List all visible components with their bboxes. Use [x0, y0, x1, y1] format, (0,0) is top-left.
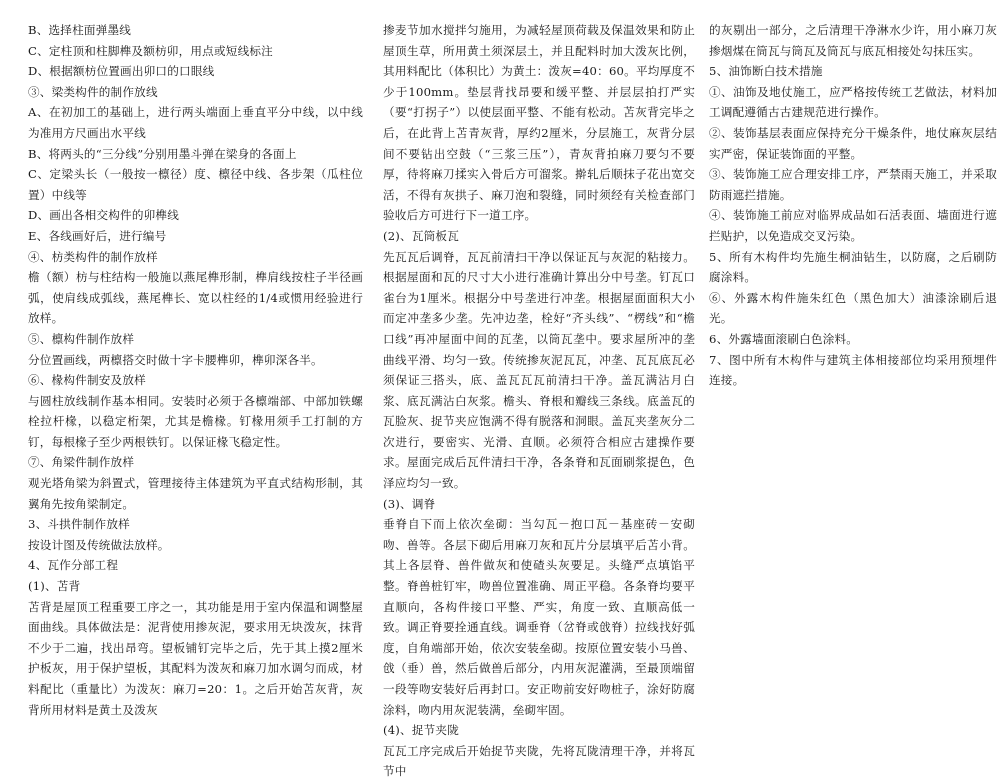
paragraph: 5、油饰断白技术措施 [709, 64, 823, 79]
paragraph: 苫背是屋顶工程重要工序之一，其功能是用于室内保温和调整屋面曲线。具体做法是：泥背使用掺灰泥，要求用无块泼灰，抹背不少于二遍，找出昂弯。望板铺钉完毕之后，先于其上摸2厘米护板灰，用于保护望板，其配料为泼灰和麻刀加水调匀而成，材料配比（重量比）为泼灰：麻刀=20：1。之后开始苫灰背，灰背所用材料是黄土及泼灰 [28, 599, 363, 717]
paragraph: 6、外露墙面滚刷白色涂料。 [709, 331, 859, 346]
paragraph: (3)、调脊 [383, 496, 436, 511]
paragraph: 垂脊自下而上依次垒砌：当勾瓦－抱口瓦－基座砖－安砌吻、兽等。各层下砌后用麻刀灰和瓦片分层填平后苫小背。其上各层脊、兽件做灰和使碴头灰要足。头缝严点填馅平整。脊兽桩钉牢，吻兽位置准确、周正平稳。各条脊均要平直顺向，各构件接口平整、严实，角度一致、直顺高低一致。调正脊要拴通直线。调垂脊（岔脊或戗脊）拉线找好弧度，自角端部开始，依次安装垒砌。按原位置安装小马兽、戗（垂）兽，然后做兽后部分，内用灰泥灌满，至最顶端留一段等吻安装好后再封口。安正吻前安好吻桩子，涂好防腐涂料，吻内用灰泥装满，垒砌牢固。 [383, 517, 695, 717]
paragraph: C、定梁头长（一般按一檩径）度、檩径中线、各步架（瓜柱位置）中线等 [28, 167, 363, 202]
paragraph: B、选择柱面弹墨线 [28, 23, 132, 37]
paragraph: 7、图中所有木构件与建筑主体相接部位均采用预埋件连接。 [709, 352, 997, 388]
paragraph: ④、枋类构件的制作放样 [28, 249, 158, 264]
paragraph: (4)、捉节夹陇 [383, 723, 459, 738]
paragraph: C、定柱顶和柱脚榫及额枋卯，用点或短线标注 [28, 43, 273, 58]
paragraph: 先瓦瓦后调脊，瓦瓦前清扫干净以保证瓦与灰泥的粘接力。根据屋面和瓦的尺寸大小进行准确计算出分中号垄。钉瓦口雀台为1厘米。根据分中号垄进行冲垄。根据屋面面积大小而定冲垄多少垄。先冲边垄，栓好“齐头线”、“楞线”和“檐口线”再冲屋面中间的瓦垄，以筒瓦垄中。要求屋所冲的垄曲线平滑、均匀一致。传统掺灰泥瓦瓦，冲垄、瓦瓦底瓦必须保证三搭头，底、盖瓦瓦瓦前清扫干净。盖瓦满沾月白浆、底瓦满沾白灰浆。檐头、脊根和瓣线三条线。底盖瓦的瓦脸灰、捉节夹应饱满不得有脱落和洞眼。盖瓦夹垄灰分二次进行，要密实、光滑、直顺。必须符合相应古建操作要求。屋面完成后瓦件清扫干净，各条脊和瓦面刷浆提色，色泽应均匀一致。 [383, 249, 695, 491]
paragraph: 掺麦节加水搅拌匀施用，为减轻屋顶荷载及保温效果和防止屋顶生草，所用黄土须深层土，并且配料时加大泼灰比例，其用料配比（体积比）为黄土：泼灰=40：60。平均厚度不少于100mm。垫层背找昂要和缓平整、并层层拍打严实（要“打拐子”）以使层面平整、不能有松动。苫灰背完毕之后，在此背上苫青灰背，厚约2厘米，分层施工，灰背分层间不要钻出空鼓（“三浆三压”），青灰背拍麻刀要匀不要厚，待将麻刀揉实入骨后方可溜浆。擀轧后顺抹子花出宽交活，不得有灰拱子、麻刀泡和裂缝，同时须经有关检查部门验收后方可进行下一道工序。 [383, 23, 695, 223]
paragraph: ②、装饰基层表面应保持充分干燥条件，地仗麻灰层结实严密，保证装饰面的平整。 [709, 125, 997, 161]
paragraph: 檐（额）枋与柱结构一般施以燕尾榫形制，榫肩线按柱子半径画弧，使肩线成弧线，燕尾榫长、宽以柱经的1/4或惯用经验进行放样。 [28, 270, 363, 326]
paragraph: ⑦、角梁件制作放样 [28, 455, 135, 470]
paragraph: ③、梁类构件的制作放线 [28, 84, 158, 99]
text-column-1 [28, 20, 363, 720]
paragraph: 观光塔角梁为斜置式，管理接待主体建筑为平直式结构形制，其翼角先按角梁制定。 [28, 476, 363, 511]
paragraph: ③、装饰施工应合理安排工序，严禁雨天施工，并采取防雨遮拦措施。 [709, 167, 997, 202]
paragraph: E、各线画好后，进行编号 [28, 228, 167, 243]
paragraph: 4、瓦作分部工程 [28, 558, 119, 573]
paragraph: ④、装饰施工前应对临界成品如石活表面、墙面进行遮拦贴护，以免造成交叉污染。 [709, 208, 997, 243]
paragraph: B、将两头的“三分线”分别用墨斗弹在梁身的各面上 [28, 146, 297, 161]
paragraph: 按设计图及传统做法放样。 [28, 537, 170, 552]
paragraph: ⑥、椽构件制安及放样 [28, 373, 146, 388]
paragraph: 5、所有木构件均先施生桐油钻生，以防腐，之后刷防腐涂料。 [709, 249, 997, 285]
paragraph: 的灰剔出一部分，之后清理干净淋水少许，用小麻刀灰掺烟煤在筒瓦与筒瓦及筒瓦与底瓦相接处勾抹压实。 [709, 23, 997, 58]
paragraph: 分位置画线，两檩搭交时做十字卡腰榫卯，榫卯深各半。 [28, 352, 323, 367]
paragraph: 3、斗拱件制作放样 [28, 517, 130, 532]
paragraph: ⑤、檩构件制作放样 [28, 331, 135, 346]
paragraph: A、在初加工的基础上，进行两头端面上垂直平分中线，以中线为准用方尺画出水平线 [28, 105, 363, 140]
paragraph: 瓦瓦工序完成后开始捉节夹陇，先将瓦陇清理干净，并将瓦节中 [383, 743, 695, 779]
paragraph: ⑥、外露木构件施朱红色（黑色加大）油漆涂刷后退光。 [709, 290, 997, 326]
paragraph: (1)、苫背 [28, 579, 81, 594]
paragraph: D、根据额枋位置画出卯口的口眼线 [28, 64, 215, 79]
paragraph: ①、油饰及地仗施工，应严格按传统工艺做法，材料加工调配遵循古古建规范进行操作。 [709, 84, 997, 120]
text-column-3 [709, 20, 997, 391]
paragraph: (2)、瓦筒板瓦 [383, 228, 459, 243]
paragraph: D、画出各相交构件的卯榫线 [28, 208, 180, 223]
paragraph: 与圆柱放线制作基本相同。安装时必须于各檩端部、中部加铁螺栓拉杆椽，以稳定桁架，尤其是檐椽。钉椽用须手工打制的方钉，每根椽子至少两根铁钉。以保证椽飞稳定性。 [28, 393, 363, 449]
